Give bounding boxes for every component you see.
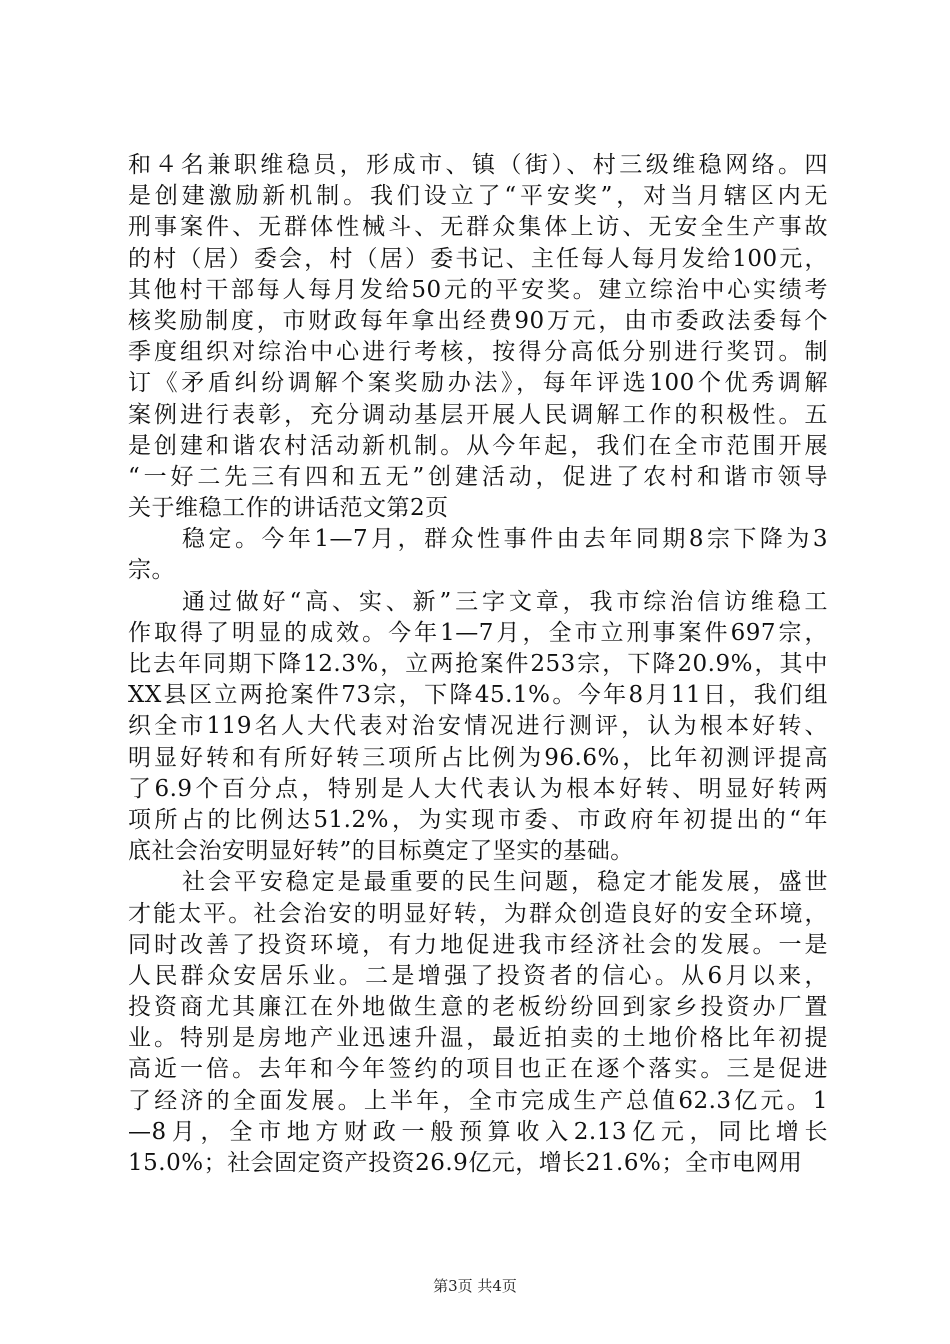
text-line: 通过做好“高、实、新”三字文章，我市综治信访维稳工 (182, 588, 828, 615)
text-line: 同时改善了投资环境，有力地促进我市经济社会的发展。一是 (128, 931, 828, 958)
text-line: XX县区立两抢案件73宗，下降45.1%。今年8月11日，我们组 (128, 682, 828, 709)
text-line: 织全市119名人大代表对治安情况进行测评，认为根本好转、 (128, 713, 828, 740)
text-line: 了经济的全面发展。上半年，全市完成生产总值62.3亿元。1 (128, 1087, 828, 1114)
text-line: 了6.9个百分点，特别是人大代表认为根本好转、明显好转两 (128, 775, 828, 802)
text-line: 其他村干部每人每月发给50元的平安奖。建立综治中心实绩考 (128, 276, 828, 303)
text-line: 业。特别是房地产业迅速升温，最近拍卖的土地价格比年初提 (128, 1025, 828, 1052)
text-line: 底社会治安明显好转”的目标奠定了坚实的基础。 (128, 838, 634, 865)
paragraph (128, 524, 828, 586)
text-line: —8月，全市地方财政一般预算收入2.13亿元，同比增长 (128, 1118, 828, 1145)
text-line: 关于维稳工作的讲话范文第2页 (128, 495, 449, 522)
text-line: 的村（居）委会，村（居）委书记、主任每人每月发给100元， (128, 245, 828, 272)
text-line: 案例进行表彰，充分调动基层开展人民调解工作的积极性。五 (128, 401, 828, 428)
text-line: 是创建和谐农村活动新机制。从今年起，我们在全市范围开展 (128, 432, 828, 459)
text-line: 才能太平。社会治安的明显好转，为群众创造良好的安全环境， (128, 900, 828, 927)
text-line: 核奖励制度，市财政每年拿出经费90万元，由市委政法委每个 (128, 307, 828, 334)
text-line: 是创建激励新机制。我们设立了“平安奖”，对当月辖区内无 (128, 183, 828, 210)
page-footer: 第3页 共4页 (433, 1277, 517, 1295)
text-line: 作取得了明显的成效。今年1—7月，全市立刑事案件697宗， (128, 619, 828, 646)
text-line: 人民群众安居乐业。二是增强了投资者的信心。从6月以来， (128, 962, 828, 989)
text-line: 高近一倍。去年和今年签约的项目也正在逐个落实。三是促进 (128, 1056, 828, 1083)
paragraph (128, 867, 828, 1179)
text-line: 明显好转和有所好转三项所占比例为96.6%，比年初测评提高 (128, 744, 828, 771)
text-line: 15.0%；社会固定资产投资26.9亿元，增长21.6%；全市电网用 (128, 1150, 803, 1176)
text-line: 稳定。今年1—7月，群众性事件由去年同期8宗下降为3 (182, 526, 828, 553)
text-line: 订《矛盾纠纷调解个案奖励办法》，每年评选100个优秀调解 (128, 370, 828, 397)
text-line: 比去年同期下降12.3%，立两抢案件253宗，下降20.9%，其中 (128, 651, 828, 677)
text-line: 投资商尤其廉江在外地做生意的老板纷纷回到家乡投资办厂置 (128, 994, 828, 1021)
text-line: 季度组织对综治中心进行考核，按得分高低分别进行奖罚。制 (128, 339, 828, 366)
text-line: “一好二先三有四和五无”创建活动，促进了农村和谐市领导 (128, 463, 828, 490)
text-line: 和４名兼职维稳员，形成市、镇（街）、村三级维稳网络。四 (128, 152, 828, 178)
text-line: 项所占的比例达51.2%，为实现市委、市政府年初提出的“年 (128, 806, 828, 833)
text-line: 刑事案件、无群体性械斗、无群众集体上访、无安全生产事故 (128, 214, 828, 241)
text-line: 宗。 (128, 557, 175, 584)
paragraph (128, 150, 828, 524)
paragraph (128, 587, 828, 868)
text-line: 社会平安稳定是最重要的民生问题，稳定才能发展，盛世 (182, 869, 828, 896)
document-body (128, 150, 828, 1179)
